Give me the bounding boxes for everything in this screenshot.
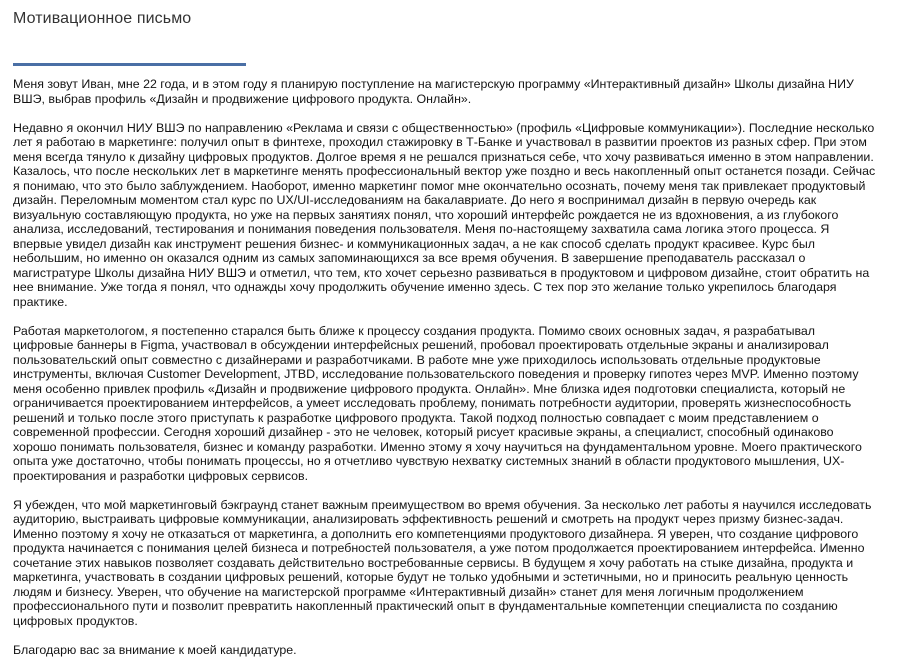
document-body [13,77,878,661]
paragraph-closing: Благодарю вас за внимание к моей кандидатуре. [13,642,297,657]
paragraph-experience: Работая маркетологом, я постепенно старался быть ближе к процессу создания продукта. Помимо своих основных задач, я разрабатывал цифровые баннеры в Figma, участвовал в обсуждении интерфейсных решений, пробовал проектировать отдельные экраны и анализировал пользовательский опыт совместно с дизайнерами и разработчиками. В работе мне уже приходилось использовать отдельные продуктовые инструменты, включая Customer Development, JTBD, исследование пользовательского поведения и проверку гипотез через MVP. Именно поэтому меня особенно привлек профиль «Дизайн и продвижение цифрового продукта. Онлайн». Мне близка идея подготовки специалиста, который не ограничивается проектированием интерфейсов, а умеет исследовать проблему, понимать потребности аудитории, проверять жизнеспособность решений и только после этого приступать к разработке цифрового продукта. Такой подход полностью совпадает с моим представлением о современной профессии. Сегодня хороший дизайнер - это не человек, который рисует красивые экраны, а специалист, способный одинаково хорошо понимать пользователя, бизнес и команду разработки. Именно этому я хочу научиться на фундаментальном уровне. Моего практического опыта уже достаточно, чтобы понимать процессы, но я отчетливо чувствую нехватку системных знаний в области продуктового мышления, UX-проектирования и разработки цифровых сервисов. [13,323,862,483]
paragraph-intro: Меня зовут Иван, мне 22 года, и в этом году я планирую поступление на магистерскую программу «Интерактивный дизайн» Школы дизайна НИУ ВШЭ, выбрав профиль «Дизайн и продвижение цифрового продукта. Онлайн». [13,77,854,106]
paragraph-education: Недавно я окончил НИУ ВШЭ по направлению «Реклама и связи с общественностью» (профиль «Цифровые коммуникации»). Последние несколько лет я работаю в маркетинге: получил опыт в финтехе, проходил стажировку в Т-Банке и участвовал в развитии проектов из разных сфер. При этом меня всегда тянуло к дизайну цифровых продуктов. Долгое время я не решался признаться себе, что хочу развиваться именно в этом направлении. Казалось, что после нескольких лет в маркетинге менять профессиональный вектор уже поздно и весь накопленный опыт останется позади. Сейчас я понимаю, что это было заблуждением. Наоборот, именно маркетинг помог мне окончательно осознать, почему меня так привлекает продуктовый дизайн. Переломным моментом стал курс по UX/UI-исследованиям на бакалавриате. До него я воспринимал дизайн в первую очередь как визуальную составляющую продукта, но уже на первых занятиях понял, что хороший интерфейс рождается не из вдохновения, а из глубокого анализа, исследований, тестирования и понимания поведения пользователя. Меня по-настоящему захватила сама логика этого процесса. Я впервые увидел дизайн как инструмент решения бизнес- и коммуникационных задач, а не как способ сделать продукт красивее. Курс был небольшим, но именно он оказался одним из самых запоминающихся за все время обучения. В завершение преподаватель рассказал о магистратуре Школы дизайна НИУ ВШЭ и отметил, что тем, кто хочет серьезно развиваться в продуктовом и цифровом дизайне, стоит обратить на нее внимание. Уже тогда я понял, что однажды хочу продолжить обучение именно здесь. С тех пор это желание только укрепилось благодаря практике. [13,120,876,309]
document-title: Мотивационное письмо [13,10,192,27]
title-underline [13,63,246,66]
paragraph-motivation: Я убежден, что мой маркетинговый бэкграунд станет важным преимуществом во время обучения. За несколько лет работы я научился исследовать аудиторию, выстраивать цифровые коммуникации, анализировать эффективность решений и смотреть на продукт через призму бизнес-задач. Именно поэтому я хочу не отказаться от маркетинга, а дополнить его компетенциями продуктового дизайнера. Я уверен, что создание цифрового продукта начинается с понимания целей бизнеса и потребностей пользователя, а уже потом продолжается проектированием интерфейса. Именно сочетание этих навыков позволяет создавать действительно востребованные сервисы. В будущем я хочу работать на стыке дизайна, продукта и маркетинга, участвовать в создании цифровых решений, которые будут не только удобными и эстетичными, но и приносить реальную ценность людям и бизнесу. Уверен, что обучение на магистерской программе «Интерактивный дизайн» станет для меня логичным продолжением профессионального пути и позволит превратить накопленный практический опыт в фундаментальные компетенции специалиста по созданию цифровых продуктов. [13,497,872,628]
